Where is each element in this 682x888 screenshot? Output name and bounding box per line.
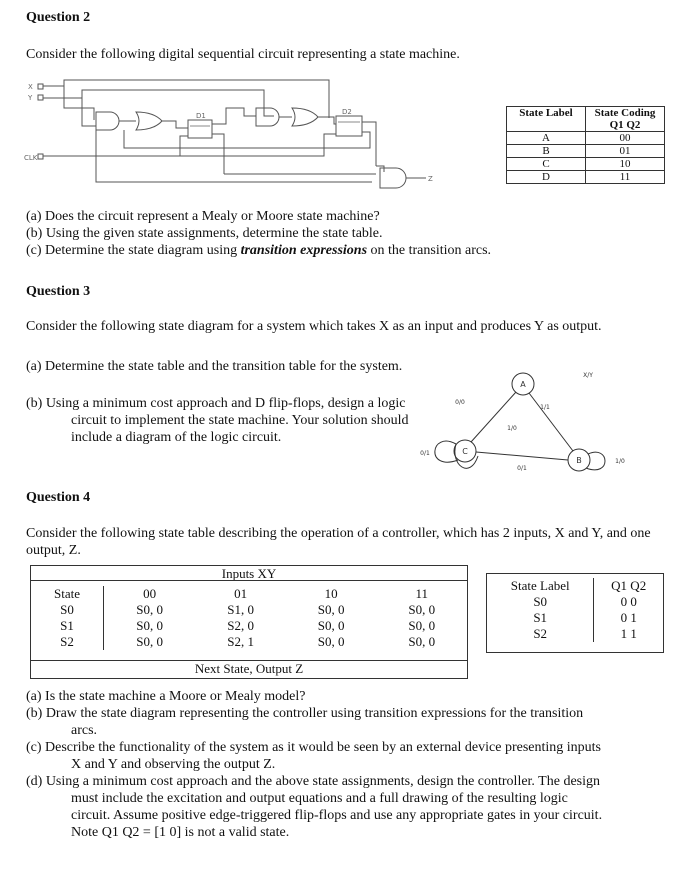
d1-flip-flop (188, 120, 212, 138)
q3-heading: Question 3 (26, 284, 91, 299)
table-row: D 11 (507, 171, 665, 184)
q4-state-coding-table: State Label Q1 Q2 S0 0 0 S1 0 1 S2 1 1 (486, 573, 664, 653)
y-input-label: Y (28, 94, 33, 102)
x-input-label: X (28, 83, 33, 91)
b-self-loop-label: 1/0 (615, 458, 625, 465)
state-a-label: A (520, 380, 526, 389)
clk-label: CLK (24, 154, 38, 162)
q4-part-a: (a) Is the state machine a Moore or Mealy model? (26, 689, 306, 704)
table-row: B 01 (507, 145, 665, 158)
clk-input-terminal (38, 154, 43, 159)
state-b-label: B (576, 456, 582, 465)
q4-heading: Question 4 (26, 490, 91, 505)
table-row: S2 1 1 (487, 626, 663, 642)
q2-state-coding-table (506, 106, 665, 184)
q3-part-b: (b) Using a minimum cost approach and D flip-flops, design a logic circuit to implement the state machine. Your solution should include a diagram of the logic circuit. (26, 396, 409, 445)
and-gate-1 (96, 112, 119, 130)
z-output-label: Z (428, 175, 433, 183)
table-footer: Next State, Output Z (194, 661, 304, 676)
q3-intro: Consider the following state diagram for a system which takes X as an input and produces Y as output. (26, 319, 602, 334)
table-row: C 10 (507, 158, 665, 171)
q2-parts (26, 208, 666, 259)
inputs-xy-header: Inputs XY (221, 566, 277, 581)
q4-part-d: (d) Using a minimum cost approach and the above state assignments, design the controller. The design must include the excitation and output equations and a full drawing of the resulting logic circuit. Assume positive edge-triggered flip-flops and use any appropriate gates in your circuit. Note Q1 Q2 = [1 0] is not a valid state. (26, 774, 603, 840)
q4-state-table: Inputs XY State 00 01 10 11 S0 S0, 0 S1, 0 S0, 0 S0, 0 S1 S0, 0 S2, 0 S0, 0 S0, 0 S2 S0, 0 S2, 1 S0, 0 S0, 0 Next State, Output Z (30, 565, 468, 679)
or-gate-2 (292, 108, 318, 126)
d1-label: D1 (196, 112, 206, 120)
q2-part-c: (c) Determine the state diagram using transition expressions on the transition arcs. (26, 243, 492, 258)
d2-label: D2 (342, 108, 352, 116)
table-row: A 00 (507, 132, 665, 145)
q4-intro: Consider the following state table describing the operation of a controller, which has 2 inputs, X and Y, and one output, Z. (26, 526, 651, 558)
q2-circuit-diagram (24, 78, 494, 202)
q3-part-a: (a) Determine the state table and the transition table for the system. (26, 359, 403, 374)
state-col-header: State (54, 586, 80, 601)
table-row: S1 S0, 0 S2, 0 S0, 0 S0, 0 (60, 618, 436, 633)
table-row: S0 S0, 0 S1, 0 S0, 0 S0, 0 (60, 602, 436, 617)
q2-heading: Question 2 (26, 10, 91, 25)
and-gate-2 (256, 108, 279, 126)
q2-col-state-coding: State Coding Q1 Q2 (586, 107, 665, 132)
mid-arc-label: 1/0 (507, 425, 517, 432)
q2-part-b: (b) Using the given state assignments, determine the state table. (26, 226, 383, 241)
state-c-label: C (462, 447, 468, 456)
table-row: S1 0 1 (487, 610, 663, 626)
q4-part-c: (c) Describe the functionality of the system as it would be seen by an external device presenting inputs X and Y and observing the output Z. (26, 740, 601, 772)
y-input-terminal (38, 95, 43, 100)
q2-intro: Consider the following digital sequential circuit representing a state machine. (26, 47, 460, 62)
d2-flip-flop (336, 116, 362, 136)
c-self-loop-label: 0/1 (420, 450, 430, 457)
q3-state-diagram (410, 360, 650, 482)
table-row: S2 S0, 0 S2, 1 S0, 0 S0, 0 (60, 634, 436, 649)
a-to-b-label: 1/1 (540, 404, 550, 411)
table-row: S0 0 0 (487, 594, 663, 610)
xy-legend: X/Y (583, 372, 593, 379)
or-gate-1 (136, 112, 162, 130)
x-input-terminal (38, 84, 43, 89)
a-arc-label: 0/0 (455, 399, 465, 406)
q4-part-b: (b) Draw the state diagram representing the controller using transition expressions for the transition arcs. (26, 706, 584, 738)
q4-parts (26, 688, 606, 841)
q2-part-a: (a) Does the circuit represent a Mealy or Moore state machine? (26, 209, 380, 224)
b-to-c-label: 0/1 (517, 465, 527, 472)
q2-col-state-label: State Label (507, 107, 586, 132)
